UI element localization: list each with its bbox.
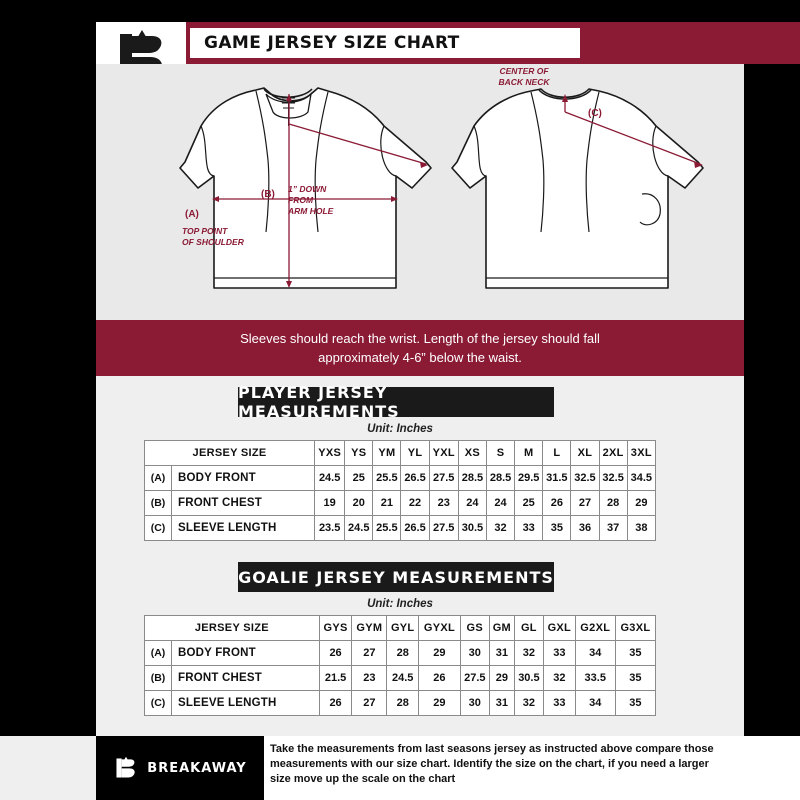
measurement-cell: 24.5 bbox=[315, 466, 345, 491]
size-header-gl: GL bbox=[514, 616, 543, 641]
size-header-ym: YM bbox=[373, 441, 401, 466]
illustration-right-block bbox=[744, 64, 800, 320]
measurement-cell: 21.5 bbox=[319, 666, 352, 691]
measurement-cell: 25 bbox=[345, 466, 373, 491]
measurement-cell: 35 bbox=[543, 516, 571, 541]
measurement-cell: 30 bbox=[460, 641, 489, 666]
size-header-yl: YL bbox=[401, 441, 429, 466]
size-header-xs: XS bbox=[458, 441, 486, 466]
measurement-cell: 32.5 bbox=[599, 466, 627, 491]
row-marker: (B) bbox=[145, 666, 172, 691]
measurement-cell: 29 bbox=[489, 666, 514, 691]
measurement-cell: 26 bbox=[419, 666, 461, 691]
measurement-cell: 31 bbox=[489, 691, 514, 716]
row-label: SLEEVE LENGTH bbox=[172, 516, 315, 541]
page-title bbox=[190, 28, 580, 58]
jersey-size-header: JERSEY SIZE bbox=[145, 441, 315, 466]
measurement-cell: 28 bbox=[387, 691, 419, 716]
jersey-diagrams bbox=[96, 64, 744, 320]
measurement-cell: 30.5 bbox=[458, 516, 486, 541]
measurement-cell: 35 bbox=[615, 641, 655, 666]
measurement-cell: 28 bbox=[599, 491, 627, 516]
row-marker: (A) bbox=[145, 641, 172, 666]
row-label: FRONT CHEST bbox=[172, 491, 315, 516]
measurement-cell: 34 bbox=[575, 691, 615, 716]
measurement-cell: 31.5 bbox=[543, 466, 571, 491]
player-table-header-row bbox=[145, 441, 656, 466]
player-unit-label: Unit: Inches bbox=[367, 423, 433, 435]
measurement-cell: 22 bbox=[401, 491, 429, 516]
measurement-cell: 29 bbox=[419, 691, 461, 716]
size-header-gys: GYS bbox=[319, 616, 352, 641]
size-header-l: L bbox=[543, 441, 571, 466]
measurement-cell: 25 bbox=[515, 491, 543, 516]
measurement-cell: 27 bbox=[352, 641, 387, 666]
player-section-title bbox=[238, 383, 554, 421]
goalie-table-header-row bbox=[145, 616, 656, 641]
measurement-cell: 33 bbox=[543, 641, 575, 666]
measurement-cell: 30 bbox=[460, 691, 489, 716]
measurement-cell: 33.5 bbox=[575, 666, 615, 691]
size-header-2xl: 2XL bbox=[599, 441, 627, 466]
measurement-cell: 19 bbox=[315, 491, 345, 516]
measurement-cell: 34 bbox=[575, 641, 615, 666]
measurement-cell: 24.5 bbox=[345, 516, 373, 541]
goalie-section-title-text: GOALIE JERSEY MEASUREMENTS bbox=[238, 567, 554, 587]
size-header-yxl: YXL bbox=[429, 441, 458, 466]
size-header-gym: GYM bbox=[352, 616, 387, 641]
size-header-3xl: 3XL bbox=[627, 441, 655, 466]
row-marker: (B) bbox=[145, 491, 172, 516]
measurement-cell: 35 bbox=[615, 691, 655, 716]
marker-c-label: (C) bbox=[588, 108, 602, 119]
jersey-size-header: JERSEY SIZE bbox=[145, 616, 320, 641]
measurement-cell: 23.5 bbox=[315, 516, 345, 541]
measurement-cell: 31 bbox=[489, 641, 514, 666]
size-header-gyl: GYL bbox=[387, 616, 419, 641]
row-label: BODY FRONT bbox=[172, 466, 315, 491]
row-label: BODY FRONT bbox=[172, 641, 320, 666]
size-header-ys: YS bbox=[345, 441, 373, 466]
measurement-cell: 33 bbox=[543, 691, 575, 716]
measurement-cell: 25.5 bbox=[373, 516, 401, 541]
measurement-cell: 27.5 bbox=[429, 516, 458, 541]
header-left-block bbox=[0, 22, 100, 64]
measurement-cell: 32 bbox=[486, 516, 514, 541]
measurement-cell: 35 bbox=[615, 666, 655, 691]
size-header-gs: GS bbox=[460, 616, 489, 641]
footer-brand bbox=[96, 736, 264, 800]
size-header-m: M bbox=[515, 441, 543, 466]
table-row bbox=[145, 516, 656, 541]
player-section-title-text: PLAYER JERSEY MEASUREMENTS bbox=[238, 383, 400, 421]
size-header-s: S bbox=[486, 441, 514, 466]
row-marker: (A) bbox=[145, 466, 172, 491]
measurement-cell: 24.5 bbox=[387, 666, 419, 691]
annotation-top-point-shoulder: TOP POINT OF SHOULDER bbox=[182, 226, 244, 247]
row-label: FRONT CHEST bbox=[172, 666, 320, 691]
measurement-cell: 27 bbox=[571, 491, 599, 516]
measurement-cell: 33 bbox=[515, 516, 543, 541]
size-header-xl: XL bbox=[571, 441, 599, 466]
measurement-cell: 27.5 bbox=[429, 466, 458, 491]
table-row bbox=[145, 691, 656, 716]
size-header-yxs: YXS bbox=[315, 441, 345, 466]
measurement-cell: 30.5 bbox=[514, 666, 543, 691]
marker-b-label: (B) bbox=[261, 189, 275, 200]
goalie-measurements-table bbox=[144, 615, 656, 716]
measurement-cell: 32 bbox=[543, 666, 575, 691]
goalie-unit-label: Unit: Inches bbox=[367, 598, 433, 610]
breakaway-b-logo-icon bbox=[113, 753, 139, 783]
size-header-g3xl: G3XL bbox=[615, 616, 655, 641]
table-row bbox=[145, 666, 656, 691]
measurement-cell: 37 bbox=[599, 516, 627, 541]
measurement-cell: 23 bbox=[429, 491, 458, 516]
measurement-cell: 28 bbox=[387, 641, 419, 666]
footer-left-block bbox=[0, 736, 96, 800]
measurement-cell: 38 bbox=[627, 516, 655, 541]
measurement-cell: 21 bbox=[373, 491, 401, 516]
measurement-cell: 29 bbox=[419, 641, 461, 666]
footer-instructions: Take the measurements from last seasons jersey as instructed above compare those measurements with our size chart. Identify the size on the chart, if you need a larger size move up the scale on the chart bbox=[270, 743, 714, 785]
measurement-cell: 28.5 bbox=[486, 466, 514, 491]
measurement-cell: 29.5 bbox=[515, 466, 543, 491]
size-header-gyxl: GYXL bbox=[419, 616, 461, 641]
table-row bbox=[145, 466, 656, 491]
measurement-cell: 25.5 bbox=[373, 466, 401, 491]
fit-note bbox=[96, 320, 744, 376]
measurement-cell: 26 bbox=[543, 491, 571, 516]
annotation-center-back-neck: CENTER OF BACK NECK bbox=[498, 66, 550, 87]
measurement-cell: 29 bbox=[627, 491, 655, 516]
measurement-cell: 26 bbox=[319, 641, 352, 666]
measurement-cell: 26 bbox=[319, 691, 352, 716]
size-header-gm: GM bbox=[489, 616, 514, 641]
player-measurements-table bbox=[144, 440, 656, 541]
row-label: SLEEVE LENGTH bbox=[172, 691, 320, 716]
measurement-cell: 32.5 bbox=[571, 466, 599, 491]
size-header-g2xl: G2XL bbox=[575, 616, 615, 641]
row-marker: (C) bbox=[145, 516, 172, 541]
measurement-cell: 36 bbox=[571, 516, 599, 541]
measurement-cell: 26.5 bbox=[401, 516, 429, 541]
fit-note-line2: approximately 4-6” below the waist. bbox=[318, 350, 522, 365]
marker-a-label: (A) bbox=[185, 209, 199, 220]
measurement-cell: 34.5 bbox=[627, 466, 655, 491]
illustration-left-block bbox=[0, 64, 96, 320]
measurement-cell: 23 bbox=[352, 666, 387, 691]
footer-brand-text: BREAKAWAY bbox=[147, 760, 247, 776]
measurement-cell: 27 bbox=[352, 691, 387, 716]
row-marker: (C) bbox=[145, 691, 172, 716]
measurement-cell: 20 bbox=[345, 491, 373, 516]
measurement-cell: 26.5 bbox=[401, 466, 429, 491]
measurement-cell: 32 bbox=[514, 641, 543, 666]
goalie-section-title bbox=[238, 562, 554, 592]
measurement-cell: 24 bbox=[458, 491, 486, 516]
measurement-cell: 24 bbox=[486, 491, 514, 516]
page-title-text: GAME JERSEY SIZE CHART bbox=[204, 33, 460, 53]
fit-note-line1: Sleeves should reach the wrist. Length of the jersey should fall bbox=[240, 331, 600, 346]
size-header-gxl: GXL bbox=[543, 616, 575, 641]
measurement-cell: 28.5 bbox=[458, 466, 486, 491]
table-row bbox=[145, 641, 656, 666]
measurement-cell: 32 bbox=[514, 691, 543, 716]
table-row bbox=[145, 491, 656, 516]
annotation-arm-hole: 1” DOWN FROM ARM HOLE bbox=[288, 184, 334, 216]
measurement-cell: 27.5 bbox=[460, 666, 489, 691]
